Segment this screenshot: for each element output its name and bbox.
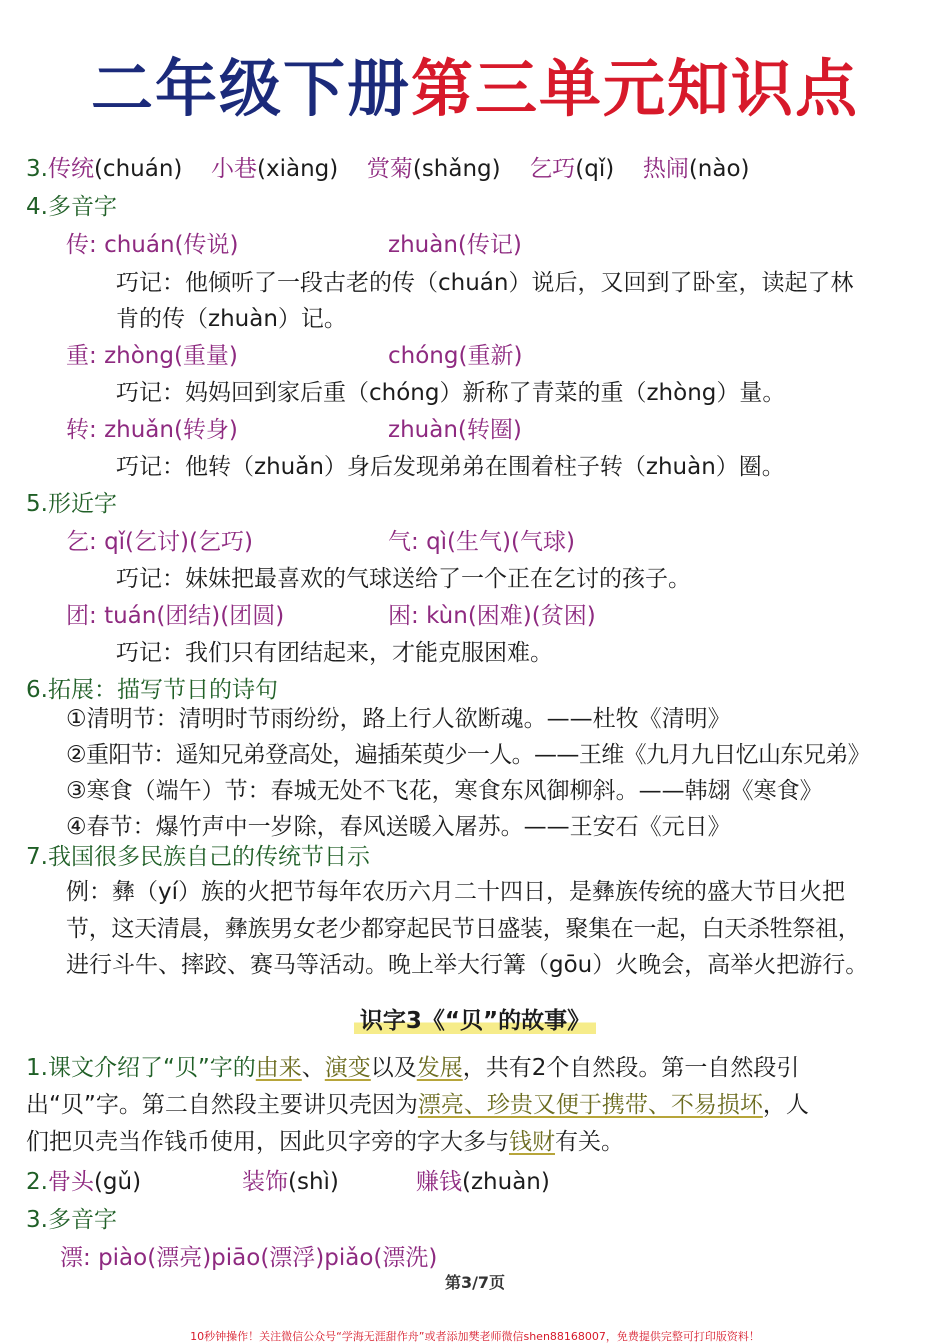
poem-line: ④春节：爆竹声中一岁除，春风送暖入屠苏。——王安石《元日》 xyxy=(66,814,731,840)
similar-char: 困: xyxy=(388,603,419,629)
word-pinyin: (shì) xyxy=(288,1169,339,1195)
word-pinyin: (qǐ) xyxy=(575,156,615,182)
text-segment: 、 xyxy=(301,1055,325,1081)
polyphone-reading: zhuàn(转圈) xyxy=(388,417,522,443)
text-segment: ，共有2个自然段。第一自然段引 xyxy=(462,1055,800,1081)
word-hanzi: 热闹 xyxy=(642,156,689,182)
similar-char: 团: xyxy=(66,603,97,629)
similar-char: 气: xyxy=(388,529,419,555)
word-hanzi: 骨头 xyxy=(47,1169,94,1195)
memory-tip: 巧记：我们只有团结起来，才能克服困难。 xyxy=(116,640,553,666)
polyphone-zhong xyxy=(66,339,238,373)
similar-char-a xyxy=(66,599,284,633)
polyphone-reading: piào(漂亮)piāo(漂浮)piǎo(漂洗) xyxy=(98,1245,438,1271)
polyphone-zhuan xyxy=(66,413,238,447)
lesson-paragraph-line xyxy=(26,1088,809,1122)
word-pinyin: (zhuàn) xyxy=(462,1169,550,1195)
word-pinyin: (shǎng) xyxy=(412,156,501,182)
memory-tip: 肯的传（zhuàn）记。 xyxy=(116,306,347,332)
text-segment: 1.课文介绍了“贝”字的 xyxy=(26,1055,256,1081)
polyphone-char: 重: xyxy=(66,343,97,369)
memory-tip: 巧记：他倾听了一段古老的传（chuán）说后，又回到了卧室，读起了林 xyxy=(116,270,854,296)
section-3-words xyxy=(26,152,750,186)
underlined-keyword: 钱财 xyxy=(509,1129,555,1155)
lesson-paragraph-line xyxy=(26,1051,799,1085)
lesson-paragraph-line xyxy=(26,1125,624,1159)
word-pinyin: (nào) xyxy=(688,156,750,182)
footer-note: 10秒钟操作！关注微信公众号“学海无涯甜作舟”或者添加樊老师微信shen88168007，免费提供完整可打印版资料！ xyxy=(190,1330,760,1343)
word-pinyin: (chuán) xyxy=(93,156,183,182)
memory-tip: 巧记：妈妈回到家后重（chóng）新称了青菜的重（zhòng）量。 xyxy=(116,380,786,406)
text-segment: 有关。 xyxy=(555,1129,624,1155)
title-part2: 第三单元知识点 xyxy=(411,52,860,125)
similar-char-reading: kùn(困难)(贫困) xyxy=(426,603,596,629)
underlined-keyword: 演变 xyxy=(324,1055,371,1081)
underlined-keyword: 发展 xyxy=(416,1055,463,1081)
text-segment: 以及 xyxy=(370,1055,417,1081)
section-number: 3. xyxy=(26,156,48,182)
section-7-heading: 7.我国很多民族自己的传统节日示 xyxy=(26,844,370,870)
polyphone-reading: chuán(传说) xyxy=(104,232,239,258)
similar-char-reading: qǐ(乞讨)(乞巧) xyxy=(104,529,253,555)
word-hanzi: 赚钱 xyxy=(416,1169,462,1195)
polyphone-reading: zhòng(重量) xyxy=(104,343,238,369)
section-6-heading: 6.拓展：描写节日的诗句 xyxy=(26,677,278,703)
polyphone-char: 漂: xyxy=(60,1245,91,1271)
similar-char-b xyxy=(388,525,575,559)
polyphone-char: 转: xyxy=(66,417,97,443)
section-5-heading: 5.形近字 xyxy=(26,491,117,517)
text-segment: ，人 xyxy=(762,1092,809,1118)
lesson-word xyxy=(242,1165,339,1199)
lesson-polyphone-heading: 3.多音字 xyxy=(26,1207,117,1233)
underlined-keyword: 由来 xyxy=(255,1055,302,1081)
word-hanzi: 乞巧 xyxy=(529,156,576,182)
similar-char-a xyxy=(66,525,253,559)
section-number: 2. xyxy=(26,1169,48,1195)
polyphone-char: 传: xyxy=(66,232,97,258)
polyphone-chuan xyxy=(66,228,238,262)
word-hanzi: 小巷 xyxy=(211,156,257,182)
page-title xyxy=(0,44,950,134)
page-number: 第3/7页 xyxy=(444,1273,506,1292)
polyphone-reading: chóng(重新) xyxy=(388,343,523,369)
similar-char: 乞: xyxy=(66,529,97,555)
poem-line: ②重阳节：遥知兄弟登高处，遍插茱萸少一人。——王维《九月九日忆山东兄弟》 xyxy=(66,742,871,768)
polyphone-reading: zhuǎn(转身) xyxy=(104,417,238,443)
word-hanzi: 赏菊 xyxy=(366,156,413,182)
lesson-words xyxy=(26,1165,141,1199)
paragraph-line: 进行斗牛、摔跤、赛马等活动。晚上举大行篝（gōu）火晚会，高举火把游行。 xyxy=(66,952,869,978)
paragraph-line: 节，这天清晨，彝族男女老少都穿起民节日盛装，聚集在一起，白天杀牲祭祖， xyxy=(66,916,861,942)
word-hanzi: 装饰 xyxy=(242,1169,288,1195)
poem-line: ①清明节：清明时节雨纷纷，路上行人欲断魂。——杜牧《清明》 xyxy=(66,706,731,732)
text-segment: 们把贝壳当作钱币使用，因此贝字旁的字大多与 xyxy=(26,1129,509,1155)
text-segment: 出“贝”字。第二自然段主要讲贝壳因为 xyxy=(26,1092,418,1118)
lesson-word xyxy=(416,1165,550,1199)
similar-char-reading: qì(生气)(气球) xyxy=(426,529,575,555)
lesson-title-text: 识字3《“贝”的故事》 xyxy=(354,1008,596,1034)
memory-tip: 巧记：他转（zhuǎn）身后发现弟弟在围着柱子转（zhuàn）圈。 xyxy=(116,454,785,480)
title-part1: 二年级下册 xyxy=(90,52,411,125)
word-hanzi: 传统 xyxy=(47,156,94,182)
word-pinyin: (xiàng) xyxy=(257,156,339,182)
similar-char-reading: tuán(团结)(团圆) xyxy=(104,603,285,629)
section-4-heading: 4.多音字 xyxy=(26,194,117,220)
word-pinyin: (gǔ) xyxy=(93,1169,142,1195)
poem-line: ③寒食（端午）节：春城无处不飞花，寒食东风御柳斜。——韩翃《寒食》 xyxy=(66,778,823,804)
memory-tip: 巧记：妹妹把最喜欢的气球送给了一个正在乞讨的孩子。 xyxy=(116,566,691,592)
underlined-keyword: 漂亮、珍贵又便于携带、不易损坏 xyxy=(417,1092,763,1118)
paragraph-line: 例：彝（yí）族的火把节每年农历六月二十四日，是彝族传统的盛大节日火把 xyxy=(66,879,846,905)
lesson-title xyxy=(0,1004,950,1038)
polyphone-reading: zhuàn(传记) xyxy=(388,232,522,258)
similar-char-b xyxy=(388,599,596,633)
